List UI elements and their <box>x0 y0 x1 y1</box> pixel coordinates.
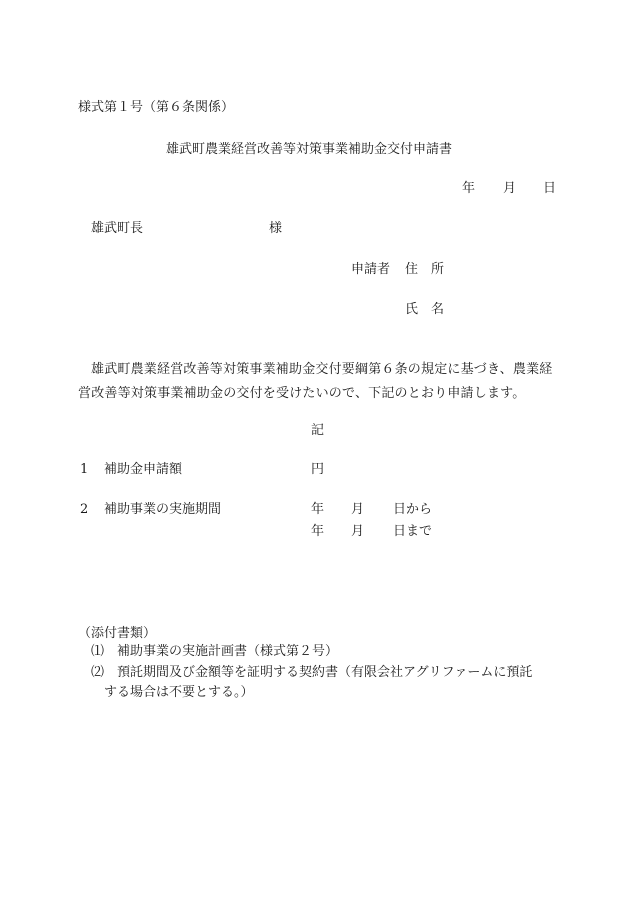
period-to-day: 日まで <box>393 524 433 539</box>
applicant-address-label: 住 所 <box>405 262 445 277</box>
form-number: 様式第１号（第６条関係） <box>78 100 235 115</box>
item-1-number: 1 <box>80 462 89 477</box>
period-to-month: 月 <box>351 524 365 539</box>
item-1-label: 補助金申請額 <box>104 462 183 477</box>
period-from-day: 日から <box>393 502 433 517</box>
ki-heading: 記 <box>311 423 325 438</box>
addressee-honorific: 様 <box>269 221 283 236</box>
period-from-year: 年 <box>311 502 325 517</box>
attachment-2-text: 預託期間及び金額等を証明する契約書（有限会社アグリファームに預託 <box>117 665 533 680</box>
date-day-label: 日 <box>543 181 557 196</box>
applicant-label: 申請者 <box>351 262 391 277</box>
period-to-year: 年 <box>311 524 325 539</box>
document-title: 雄武町農業経営改善等対策事業補助金交付申請書 <box>166 142 453 157</box>
item-1-value: 円 <box>311 462 325 477</box>
attachment-1-text: 補助事業の実施計画書（様式第２号） <box>117 644 339 659</box>
period-from-month: 月 <box>351 502 365 517</box>
item-2-number: 2 <box>80 502 89 517</box>
date-year-label: 年 <box>462 181 476 196</box>
body-paragraph: 雄武町農業経営改善等対策事業補助金交付要綱第６条の規定に基づき、農業経営改善等対策事業補助金の交付を受けたいので、下記のとおり申請します。 <box>78 362 553 401</box>
item-2-label: 補助事業の実施期間 <box>104 502 222 517</box>
attachment-2-continuation: する場合は不要とする。） <box>104 685 254 700</box>
date-month-label: 月 <box>503 181 517 196</box>
addressee-name: 雄武町長 <box>91 221 144 236</box>
attachment-1-number: ⑴ <box>91 644 105 659</box>
attachments-heading: （添付書類） <box>78 626 157 641</box>
attachment-2-number: ⑵ <box>91 665 105 680</box>
applicant-name-label: 氏 名 <box>405 302 445 317</box>
